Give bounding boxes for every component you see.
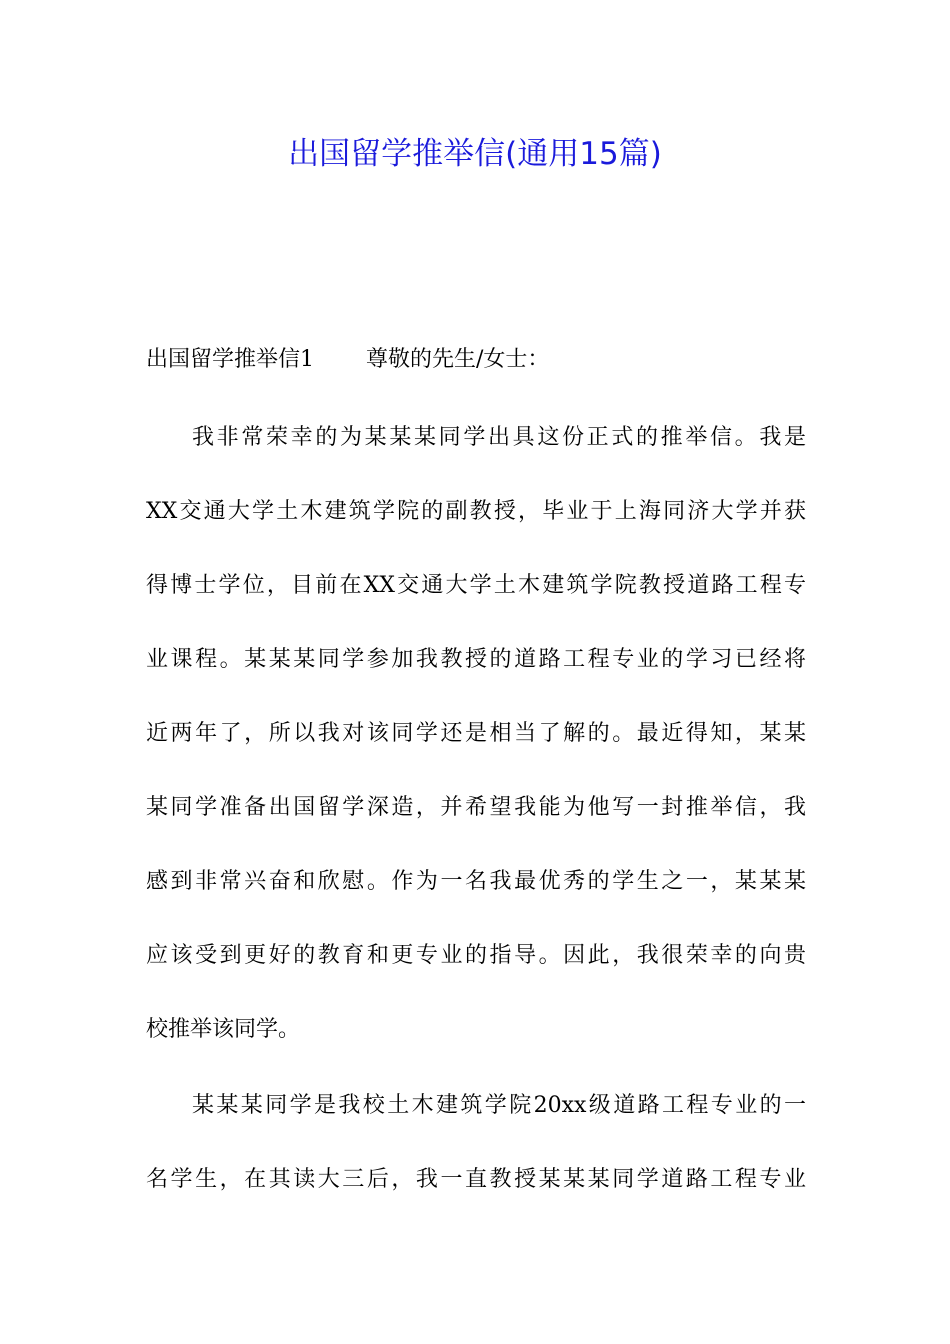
paragraph-line: 名学生，在其读大三后，我一直教授某某某同学道路工程专业 (146, 1167, 806, 1192)
paragraph-line: 校推举该同学。 (146, 1017, 301, 1042)
paragraph-line: XX交通大学土木建筑学院的副教授，毕业于上海同济大学并获 (146, 499, 806, 524)
paragraph-line: 应该受到更好的教育和更专业的指导。因此，我很荣幸的向贵 (146, 943, 806, 968)
paragraph-line: 近两年了，所以我对该同学还是相当了解的。最近得知，某某 (146, 721, 806, 746)
salutation: 尊敬的先生/女士： (366, 347, 550, 372)
letter-heading-line (146, 340, 806, 380)
paragraph-line: 我非常荣幸的为某某某同学出具这份正式的推举信。我是 (192, 425, 806, 450)
paragraph-line: 某某某同学是我校土木建筑学院20xx级道路工程专业的一 (192, 1093, 806, 1118)
paragraph-line: 得博士学位，目前在XX交通大学土木建筑学院教授道路工程专 (146, 573, 806, 598)
paragraph-line: 某同学准备出国留学深造，并希望我能为他写一封推举信，我 (146, 795, 806, 820)
letter-heading: 出国留学推举信1 (146, 347, 314, 372)
paragraph-line: 业课程。某某某同学参加我教授的道路工程专业的学习已经将 (146, 647, 806, 672)
paragraph-line: 感到非常兴奋和欣慰。作为一名我最优秀的学生之一，某某某 (146, 869, 806, 894)
document-title: 出国留学推举信(通用15篇) (288, 136, 662, 172)
